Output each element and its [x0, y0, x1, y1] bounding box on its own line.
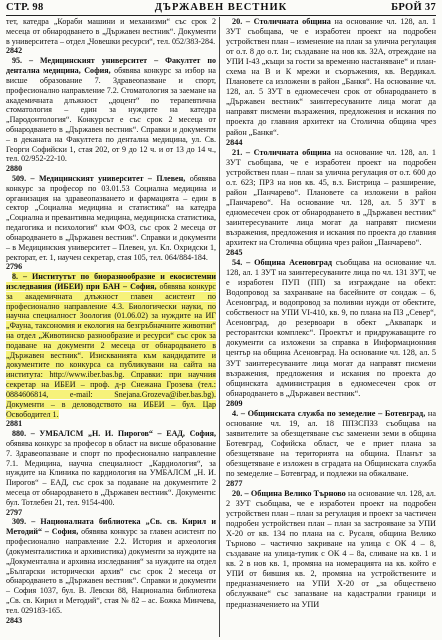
announcement-text: обявява конкурс за избор на висше образование 7. Здравеопазване и спорт, професионално направление 7.2. Стоматология за заемане на академичната длъжност „доцент“ по терапевтична стоматология – един за нуждите на катедра „Пародонтология“. Конкурсът е със срок 2 месеца от обнародването в „Държавен вестник“. Справки и документи – в деканата на Факултета по дентална медицина, ул. Св. Георги Софийски 1, стая 202, от 9 до 12 ч. и от 13 до 14 ч., тел. 02/952-22-10. — [6, 66, 216, 164]
announcement-number: 2843 — [6, 615, 23, 625]
announcement-heading: 8. – Институтът по биоразнообразие и екосистемни изследвания (ИБЕИ) при БАН – София, — [6, 272, 216, 291]
announcement-paragraph — [226, 148, 436, 248]
left-column — [6, 17, 216, 625]
announcement-number: 2881 — [6, 419, 23, 429]
announcement-paragraph — [6, 56, 216, 164]
announcement-heading: 309. – Националната библиотека „Св. св. Кирил и Методий“ – София, — [6, 517, 216, 537]
announcement-number: 2842 — [6, 46, 23, 56]
announcement-paragraph — [226, 409, 436, 479]
announcement-heading: 20. – Столичната община — [232, 17, 331, 26]
right-column — [226, 17, 436, 610]
announcement-text: на основание чл. 19, ал. 18 ППЗСПЗЗ съобщава на заявителите за обезщетяване със заменени земи в община Ботевград, Софийска област, че е приет плана за обезщетяване на територията на община. Планът за обезщетяване е изложен в сградата на Общинската служба по земеделие – Ботевград, и подлежи на обжалване. — [226, 408, 437, 478]
announcement-text: обявява конкурс за професор по 03.01.53 Социална медицина и организация на здравеопазването и фармацията – един в сектор „Социална медицина и статистика“ на катедра „Социална и превантивна медицина, медицинска статистика, педагогика и психология“ към ФОЗ, със срок 2 месеца от обнародването в „Държавен вестник“. Справки и документи – в Медицинския университет – Плевен, ул. Кл. Охридски 1, ректорат, ет. 1, научен секретар, стая 105, тел. 064/884-184. — [6, 174, 216, 262]
announcement-number: 2797 — [6, 507, 23, 517]
header-rule — [6, 15, 436, 16]
announcement-heading: 95. – Медицинският университет – Факултет по дентална медицина, София, — [6, 56, 216, 76]
announcement-text: съобщава на основание чл. 128, ал. 1 ЗУТ на заинтересуваните лица по чл. 131 ЗУТ, че е изработен ПУП (ПП) за изграждане на обект: Водопровод за захранване на басейните от сондаж – 6, Асеновград, и водопровод за поливни нужди от обектите, собственост на УПИ VI-410, кв. 9, по плана на ПЗ „Север“, Асеновград, до резервоари в обект „Аквапарк и ресторантски комплекс“. Проектът и придружаващите го документи са изложени за справка в Информационния център на община Асеновград. На основание чл. 128, ал. 5 ЗУТ заинтересуваните лица могат да направят писмени възражения, предложения и искания по проекта до общинската администрация в едномесечен срок от обнародването в „Държавен вестник“. — [226, 258, 437, 398]
announcement-paragraph — [226, 258, 436, 399]
announcement-paragraph — [6, 429, 216, 508]
announcement-paragraph — [6, 174, 216, 262]
announcement-number: 2809 — [226, 398, 243, 408]
announcement-paragraph — [226, 489, 436, 610]
announcement-text: тет, катедра „Кораби машини и механизми“ със срок 2 месеца от обнародването в „Държавен вестник“. Документи в университета – отдел „Човешки ресурси“, тел. 052/383-284. — [6, 17, 216, 46]
announcement-heading: 21. – Столичната община — [232, 147, 331, 157]
announcement-number: 2796 — [6, 262, 23, 272]
header-issue-number: БРОЙ 37 — [391, 2, 436, 13]
announcement-text: обявява конкурс за професор в област на висше образование 7. Здравеопазване и спорт по професионално направление 7.1. Медицина, научна специалност „Кардиология“, за нуждите на Клиника по кардиология на УМБАЛСМ „Н. И. Пирогов“ – ЕАД, със срок за подаване на документите 2 месеца от обнародването в „Държавен вестник“. Документи: бул. Тотлебен 21, тел. 9154-400. — [6, 438, 216, 507]
page-header — [6, 2, 436, 16]
highlighted-announcement — [6, 272, 216, 418]
announcement-heading: 20. – Община Велико Търново — [232, 489, 346, 499]
announcement-number: 2844 — [226, 137, 243, 147]
header-title: ДЪРЖАВЕН ВЕСТНИК — [154, 2, 288, 13]
announcement-text: на основание чл. 128, ал. 1 ЗУТ съобщава, че е изработен проект на подробен устройствен план – изменение на план за улична регулация от о.т. 8 до о.т. 1и; създаване на нов кв. 32А, отреждане на УПИ I-43 „къщи за гости за временно настаняване“ и план-схема на В и К мрежи и съоръжения, кв. Вердикал. Плановете са изложени в район „Банкя“. На основание чл. 128, ал. 5 ЗУТ в едномесечен срок от обнародването в „Държавен вестник“ заинтересуваните лица могат да направят писмени възражения, предложения и искания по проекта до главния архитект на Столична община чрез район „Банкя“. — [226, 17, 436, 137]
announcement-heading: 4. – Общинската служба по земеделие – Ботевград, — [232, 408, 426, 418]
announcement-text: на основание чл. 128, ал. 1 ЗУТ съобщава, че е изработен проект на подробен устройствен план – план за улична регулация от о.т. 600 до о.т. 623; ПРЗ на нов кв. 45, в.з. Бистрица – разширение, район „Панчарево“. Плановете са изложени в район „Панчарево“. На основание чл. 128, ал. 5 ЗУТ в едномесечен срок от обнародването в „Държавен вестник“ заинтересуваните лица могат да направят писмени възражения, предложения и искания по проекта до главния архитект на Столична община чрез район „Панчарево“. — [226, 147, 436, 247]
header-page-number: СТР. 98 — [6, 2, 44, 13]
announcement-heading: 54. – Община Асеновград — [232, 258, 333, 268]
announcement-number: 2877 — [226, 479, 243, 489]
announcement-paragraph — [6, 517, 216, 615]
column-divider — [219, 17, 220, 637]
announcement-text: обявява конкурс за главен асистент по професионално направление 2.2. История и археология (документалистика и архивистика) документи за нуждите на „Документална и архивна изследвания“ за нуждите на отдел „Български исторически архив“ със срок 2 месеца от обнародването в „Държавен вестник“. Справки и документи – София 1037, бул. В. Левски 88, Национална библиотека „Св. св. Кирил и Методий“, стая № 82 – ас. Божка Минчева, тел. 029183-165. — [6, 527, 216, 615]
announcement-paragraph — [6, 272, 216, 419]
announcement-paragraph — [6, 17, 216, 46]
announcement-heading: 880. – УМБАЛСМ „Н. И. Пирогов“ – ЕАД, София, — [12, 429, 216, 439]
announcement-number: 2880 — [6, 164, 23, 174]
announcement-text: на основание чл. 128, ал. 2 ЗУТ съобщава, че е изработен проект на подробен устройствен план – план за регулация и проект за частичен подробен устройствен план – план за застрояване за УПИ Х-20 от кв. 134 по плана на с. Русаля, община Велико Търново – частично закриване на улица с ОК 4 – 8, създаване на улица-тупик с ОК 4 – 8а, сливане на кв. 1 и кв. 2 в нов кв. 1, промяна на номерацията на кв. който е УПИ от бившия кв. 2, промяна на устройствените и предназначението на УПИ Х-20 от „за обществено обслужване“ със запазване на кадастрални граници и предназначението на УПИ — [226, 489, 436, 609]
announcement-paragraph — [226, 17, 436, 138]
announcement-heading: 509. – Медицинският университет – Плевен, — [12, 174, 186, 183]
announcement-text: обявява конкурс за академичната длъжност главен асистент по професионално направление 4.3. Биологически науки, по научна специалност Зоология (01.06.02) за нуждите на ИГ „Фауна, таксономия и екология на безгръбначните животни“ на отдел „Животинско разнообразие и ресурси“ със срок за подаване на документи 2 месеца от обнародването в „Държавен вестник“. Изискванията към кандидатите и документите по конкурса са публикувани на сайта на института: http://www.iber.bas.bg. Справки: при научния секретар на ИБЕИ – проф. д-р Снежана Грозева (тел.: 0884606814, e-mail: Snejana.Grozeva@iber.bas.bg). Документи – в деловодството на ИБЕИ – бул. Цар Освободител 1. — [6, 281, 216, 419]
announcement-number: 2845 — [226, 248, 243, 258]
